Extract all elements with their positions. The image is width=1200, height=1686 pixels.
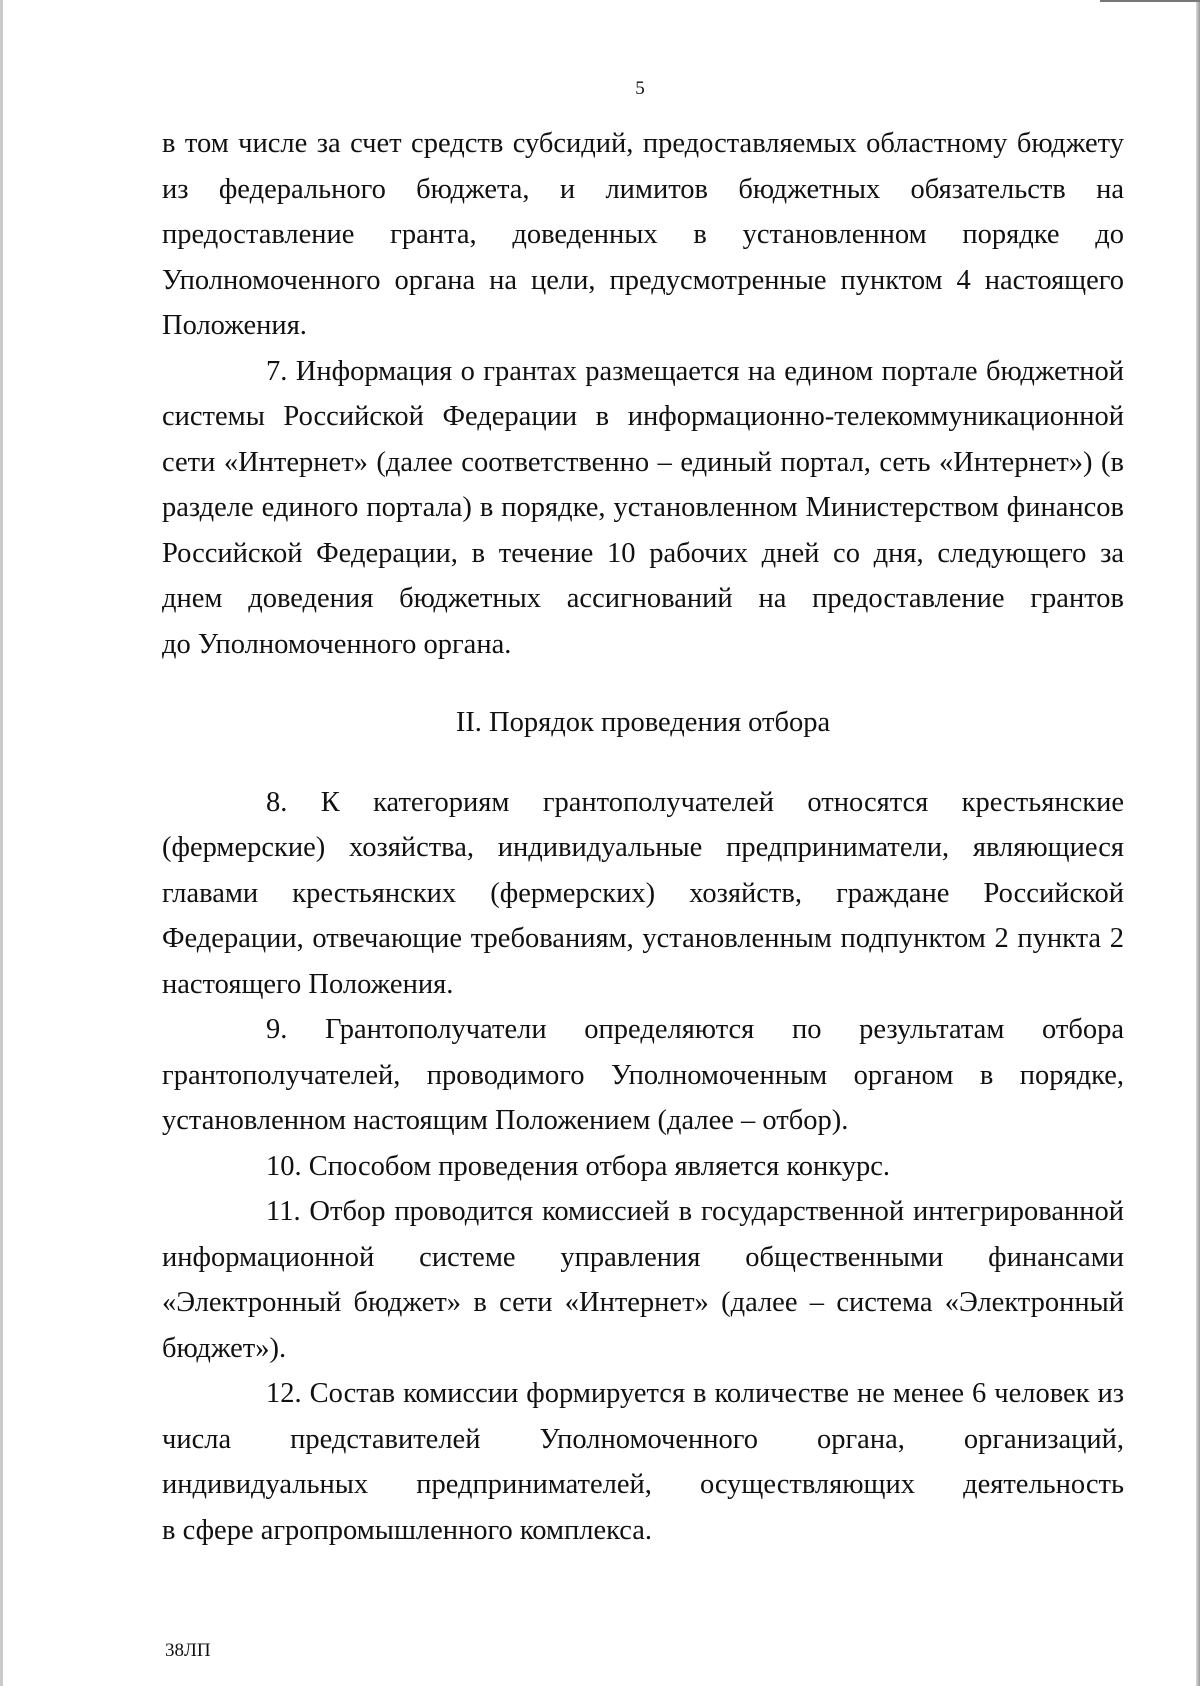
paragraph-10: 10. Способом проведения отбора является конкурс. [266,1150,891,1182]
section-heading: II. Порядок проведения отбора [455,707,831,738]
footer-document-code: 38ЛП [165,1640,211,1661]
paragraph-7: 7. Информация о грантах размещается на едином портале бюджетной системы Российской Федерации в информационно-телекоммуникационной сети «Интернет» (далее соответственно – единый портал, сеть «Интернет») (в разделе единого портала) в порядке, установленном Министерством финансов Российской Федерации, в течение 10 рабочих дней со дня, следующего за днем доведения бюджетных ассигнований на предоставление грантов [162,355,1124,614]
scan-edge-right [1196,0,1200,1686]
paragraph-12: 12. Состав комиссии формируется в количестве не менее 6 человек из числа представителей Уполномоченного органа, организаций, индивидуальных предпринимателей, осуществляющих деятельность [162,1378,1124,1500]
paragraph-11: 11. Отбор проводится комиссией в государственной интегрированной информационной системе управления общественными финансами «Электронный бюджет» в сети «Интернет» (далее – система «Электронный бюджет»). [162,1196,1124,1364]
paragraph-8: 8. К категориям грантополучателей относятся крестьянские (фермерские) хозяйства, индивидуальные предприниматели, являющиеся главами крестьянских (фермерских) хозяйств, граждане Российской Федерации, отвечающие требованиям, установленным подпунктом 2 пункта 2 настоящего Положения. [162,786,1124,1000]
scan-edge-left [0,0,3,1686]
paragraph-9: 9. Грантополучатели определяются по результатам отбора грантополучателей, проводимого Уполномоченным органом в порядке, установленном настоящим Положением (далее – отбор). [162,1014,1124,1136]
paragraph-7-end: до Уполномоченного органа. [162,628,512,660]
paragraph-12-end: в сфере агропромышленного комплекса. [162,1514,653,1546]
paragraph-continuation: в том числе за счет средств субсидий, предоставляемых областному бюджету из федерального бюджета, и лимитов бюджетных обязательств на предоставление гранта, доведенных в установленном порядке до Уполномоченного органа на цели, предусмотренные пунктом 4 настоящего Положения. [162,128,1124,341]
scan-edge-top [1100,0,1200,2]
page-number: 5 [635,78,645,99]
document-body [162,121,1124,1553]
